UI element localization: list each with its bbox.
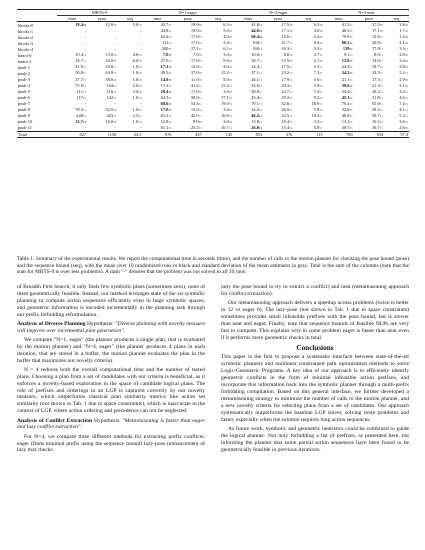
table-cell: 3.4±0	[399, 58, 408, 64]
table-cell: 7.2±1	[313, 70, 323, 76]
table-cell: 71.3±1	[160, 82, 172, 88]
row-label: push-4	[18, 83, 30, 89]
table-cell: 17.5±0	[281, 22, 293, 28]
table-cell: 17.5±1	[281, 64, 293, 70]
table-cell: 16.7±1	[371, 124, 383, 130]
table-cell: -	[84, 28, 87, 34]
table-cell: 115	[293, 131, 323, 137]
table-cell: 7.4±1	[399, 100, 408, 106]
table-cell: 9.2±1	[313, 94, 323, 100]
column-header: seq	[293, 16, 323, 22]
table-cell: 49.8±1	[341, 112, 353, 118]
row-label: push-10	[18, 119, 33, 125]
table-cell: 18.7±1	[371, 64, 383, 70]
table-cell: 32.5±1	[281, 112, 293, 118]
table-cell: 142±1	[106, 94, 117, 100]
table-cell: 23.2±1	[281, 70, 293, 76]
table-cell: 24.9±1	[341, 64, 353, 70]
table-cell: 13.5±0	[281, 58, 293, 64]
table-cell: 21.7±1	[281, 40, 293, 46]
table-cell: 13.2±1	[341, 118, 353, 124]
table-cell: 17.0±1	[160, 106, 172, 112]
table-cell: -	[139, 28, 142, 34]
table-cell: 200±1	[161, 46, 172, 52]
paragraph: For N=4, we compare three different methods for extracting prefix conflicts: eager (finds minimal prefix using the sequence bound) lazy-pose (enhancement of lazy that checks	[17, 433, 205, 454]
table-cell: 14.0±0	[190, 64, 202, 70]
table-cell: 2.1±0	[399, 40, 408, 46]
table-cell: 45.0±1	[190, 112, 202, 118]
table-cell: 57.4	[384, 131, 409, 137]
row-label: push-6	[18, 95, 30, 101]
table-cell: 116±1	[106, 88, 117, 94]
table-cell: 18.0±1	[311, 100, 323, 106]
table-cell: 853	[233, 131, 263, 137]
table-cell: -	[84, 125, 87, 131]
table-cell: 4.0±0	[223, 34, 232, 40]
table-cell: 4.0±0	[223, 64, 232, 70]
row-label: push-8	[18, 107, 30, 113]
table-cell: 111±1	[76, 88, 87, 94]
table-cell: 8.0±0	[283, 52, 293, 58]
table-cell: 17.1±1	[160, 64, 172, 70]
column-header: seq	[203, 16, 233, 22]
table-cell: 6.1±0	[223, 46, 232, 52]
table-cell: 14.0±1	[160, 76, 172, 82]
table-cell: 1.4±0	[399, 34, 408, 40]
table-cell: 26.8±1	[251, 124, 263, 130]
table-cell: 21.1±1	[341, 76, 353, 82]
table-cell: 32.8±1	[341, 106, 353, 112]
table-cell: 5.8±1	[313, 124, 323, 130]
table-cell: 45.1±1	[341, 94, 353, 100]
table-cell: 139±1	[342, 46, 353, 52]
row-label: blocks-3	[18, 40, 34, 46]
table-cell: 8.0±0	[223, 58, 232, 64]
row-label: push-5	[18, 89, 30, 95]
table-cell: 783	[324, 131, 354, 137]
table-cell: 44.8±1	[160, 28, 172, 34]
table-cell: 12.8±1	[160, 118, 172, 124]
table-cell: 3.3±1	[399, 46, 408, 52]
table-cell: 55.0±1	[371, 100, 383, 106]
table-cell: 55.8±1	[105, 64, 117, 70]
table-cell: -	[139, 46, 142, 52]
paragraph: only the pose bound to try to extract a conflict) and neat (metareasoning approach for conflict extraction).	[221, 284, 409, 297]
row-label: push-3	[18, 77, 30, 83]
table-cell: 3.0±0	[132, 88, 142, 94]
table-cell: 7.4±1	[313, 88, 323, 94]
table-cell: 11.0±0	[191, 76, 202, 82]
paragraph: As future work, symbolic and geometric heuristics could be combined to guide the logical planner: Not only forbidding a list of prefixes, as presented here, but informing the planner that some partial action sequences have been found to be geometrically feasible in previous iterations.	[221, 425, 409, 453]
table-cell: 1.0±0	[132, 70, 142, 76]
table-cell: 45.4±1	[251, 94, 263, 100]
table-cell: 5.3±1	[313, 64, 323, 70]
table-cell: 1.0±0	[132, 76, 142, 82]
row-label: blocks-1	[18, 28, 34, 34]
table-cell: 1158	[87, 131, 117, 137]
column-header: seq	[384, 16, 409, 22]
row-label: push-1	[18, 64, 30, 70]
table-cell: 976	[142, 131, 172, 137]
table-cell: 64.5±1	[160, 94, 172, 100]
table-cell: 4.1±1	[399, 106, 408, 112]
table-cell: 24.4±1	[341, 88, 353, 94]
table-cell: 41.8±1	[251, 22, 263, 28]
column-header: seq	[117, 16, 142, 22]
table-cell: 8.0±1	[374, 52, 383, 58]
table-cell: 1.0±0	[132, 118, 142, 124]
table-cell: 17.8±1	[371, 46, 383, 52]
table-cell: 2.0±0	[132, 82, 142, 88]
table-cell: 5.3±1	[399, 112, 408, 118]
table-cell: 92.0±0	[105, 106, 117, 112]
table-cell: 43.7±1	[160, 22, 172, 28]
table-cell: 9.0±0	[193, 118, 202, 124]
table-cell: -	[114, 46, 117, 52]
table-cell: 5.2±1	[399, 70, 408, 76]
table-cell: 13.8±1	[341, 58, 353, 64]
table-cell: 17.0±0	[190, 58, 202, 64]
table-cell: 5.0±0	[132, 22, 142, 28]
table-cell: 16.0±1	[221, 112, 232, 118]
table-cell: 46.2±1	[251, 112, 263, 118]
paragraph: of Breadth First Search, it only finds few symbolic plans (sometimes zero), none of them geometrically feasible. Instead, our method leverages state of the art symbolic planning to compute action sequences efficiently even in huge symbolic spaces, and geometric information is encoded incrementally in the planning task through our prefix forbidding reformulation.	[17, 284, 205, 318]
table-cell: 104±1	[106, 82, 117, 88]
table-cell: 160±1	[252, 46, 263, 52]
table-cell: 5.0±0	[223, 28, 232, 34]
table-cell: 104±1	[252, 40, 263, 46]
column-header: time	[142, 16, 172, 22]
paragraph: This paper is the first to propose a systematic interface between state-of-the-art symbolic planners and nonlinear constrained path optimization methods to solve Logic-Geometric Programs. A key idea of our approach is to efficiently identify geometric conflicts in the form of minimal infeasible action prefixes, and incorporate this information back into the symbolic planner through a multi-prefix forbidding compilation. Based on this general interface, we further developed a metareasoning strategy to minimize the number of calls to the motion planner, and a new novelty criteria for selecting plans from a set of candidates. Our approach systematically outperforms the baseline LGP solver, solving more problems and faster, especially when the solution requires long action sequences.	[221, 354, 409, 423]
paragraph: We compare "N=1, eager" (the planner produces a single plan, that is evaluated by the motion planner) and "N=4, eager" (the planner produces 4 plans in each iteration, that are stored in a buffer, the motion planner evaluates the plan in the buffer that maximizes our novelty criteria).	[17, 336, 205, 364]
table-cell: 3.1±0	[399, 82, 408, 88]
table-cell: -	[84, 46, 87, 52]
table-cell: 37.1±1	[251, 70, 263, 76]
section-heading: Conclusions	[296, 343, 334, 352]
table-cell: -	[114, 101, 117, 107]
table-cell: 26.1±1	[251, 76, 263, 82]
table-cell: 15.2±1	[221, 70, 232, 76]
table-cell: 3.0±0	[223, 52, 232, 58]
table-cell: 17.0±0	[190, 40, 202, 46]
table-cell: 2.9±0	[399, 76, 408, 82]
table-cell: 31.8±1	[371, 94, 383, 100]
table-cell: -	[139, 40, 142, 46]
table-cell: -	[84, 40, 87, 46]
paragraph: Analysis of Diverse Planning Hypothesis: "Diverse planning with novelty measure will improve over incremental plan generation".	[17, 320, 205, 334]
table-cell: 34.7±1	[75, 58, 87, 64]
table-cell: 13.8±1	[251, 118, 263, 124]
table-cell: 19.4±0	[75, 22, 87, 28]
table-cell: 25.5±1	[190, 124, 202, 130]
table-cell: 3.7±1	[313, 52, 323, 58]
table-cell: 27.7±1	[75, 76, 87, 82]
table-cell: 23.7±1	[281, 88, 293, 94]
row-label: push-2	[18, 70, 30, 76]
paragraph: Analysis of Conflict Extraction Hypothesis: "Metareasoning is faster than eager and lazy conflict extraction".	[17, 417, 205, 431]
table-cell: 5.1±0	[313, 58, 323, 64]
column-header: pose	[173, 16, 203, 22]
table-cell: 6.0±0	[132, 58, 142, 64]
table-cell: 18.2±1	[371, 88, 383, 94]
table-cell: 19.0±1	[221, 100, 232, 106]
table-caption: Table 1: Summary of the experimental results. We report the computational time in seconds (time), and the number of calls to the motion planner for checking the pose bound (pose) and the sequence bound (seq), with the mean over 10 randomized runs in black and standard deviation of the mean estimator in gray. Total is the sum of the columns (note that the sum for MBTS-0 is over less problems). A dash "-" denotes that the problem was not solved in all 10 runs.	[17, 256, 409, 276]
table-cell: 13.0±0	[105, 52, 117, 58]
table-cell: 2.5±1	[132, 112, 142, 118]
table-cell: 17.0±0	[190, 88, 202, 94]
table-cell: 15.2±1	[221, 82, 232, 88]
table-cell: 62.6±1	[160, 34, 172, 40]
table-cell: 1.0±0	[132, 64, 142, 70]
row-label: blocks-2	[18, 34, 34, 40]
table-cell: 10.4±1	[75, 52, 87, 58]
table-cell: 10.7±1	[221, 124, 232, 130]
table-cell: 12.0±0	[105, 22, 117, 28]
table-cell: 12.6±1	[281, 34, 293, 40]
table-cell: 39.7±1	[371, 112, 383, 118]
table-cell: 423±1	[106, 112, 117, 118]
table-cell: 34.3±1	[341, 70, 353, 76]
table-cell: 7.0±1	[162, 52, 172, 58]
table-cell: 17.5±1	[371, 76, 383, 82]
table-cell: 7.8±1	[313, 106, 323, 112]
row-label: hanoi-1	[18, 58, 32, 64]
row-label: push-9	[18, 113, 30, 119]
group-header: N=1 eager	[142, 10, 233, 16]
table-cell: 50.0±1	[75, 70, 87, 76]
table-cell: 20.8±1	[371, 40, 383, 46]
table-cell: 5.9±1	[313, 82, 323, 88]
table-cell: 18.7±1	[251, 58, 263, 64]
table-cell: 28.2±1	[371, 106, 383, 112]
table-cell: 79.1±1	[251, 100, 263, 106]
table-cell: 3.0±0	[223, 88, 232, 94]
table-cell: 32.6±1	[251, 82, 263, 88]
table-cell: 2.4±0	[313, 34, 323, 40]
table-cell: 5.6±1	[313, 76, 323, 82]
table-cell: 1.0±0	[132, 94, 142, 100]
table-cell: 44.0±0	[251, 28, 263, 34]
table-cell: 53.3±1	[190, 100, 202, 106]
table-cell: 17.0±0	[190, 34, 202, 40]
table-cell: -	[139, 34, 142, 40]
table-cell: -	[84, 101, 87, 107]
table-cell: 17.1±0	[281, 28, 293, 34]
table-cell: 38.0±0	[105, 76, 117, 82]
table-cell: 3.3±1	[313, 46, 323, 52]
table-cell: 27.1±1	[190, 46, 202, 52]
table-cell: 61.1±1	[160, 124, 172, 130]
table-cell: 60.4±0	[251, 34, 263, 40]
group-header: N=4 neat	[324, 10, 409, 16]
table-cell: 46.5±1	[341, 28, 353, 34]
table-cell: 2.8±0	[399, 22, 408, 28]
table-cell: 3.0±0	[223, 118, 232, 124]
table-cell: -	[114, 40, 117, 46]
row-label: blocks-4	[18, 46, 34, 52]
table-cell: 1.0±0	[132, 106, 142, 112]
table-cell: 4.6±1	[399, 94, 408, 100]
table-cell: 80.2±1	[341, 40, 353, 46]
table-cell: 41.2±1	[190, 82, 202, 88]
table-cell: 12.7±1	[75, 118, 87, 124]
table-cell: 12.6±1	[371, 34, 383, 40]
table-cell: 3.8±0	[399, 64, 408, 70]
table-cell: 30.6±1	[341, 82, 353, 88]
table-cell: 17.9±1	[281, 76, 293, 82]
table-cell: 70.4±1	[341, 100, 353, 106]
table-cell: 13.0±0	[190, 106, 202, 112]
table-cell: 26.0±1	[281, 106, 293, 112]
group-header: N=4 eager	[233, 10, 324, 16]
table-cell: 15.4±1	[281, 124, 293, 130]
table-cell: -	[114, 34, 117, 40]
table-cell: 30.8±1	[251, 88, 263, 94]
table-cell: 5.0±0	[223, 76, 232, 82]
table-cell: -	[84, 34, 87, 40]
table-cell: 394	[354, 131, 384, 137]
table-cell: 9.1±1	[343, 52, 353, 58]
column-header: pose	[263, 16, 293, 22]
table-cell: 24.4±1	[251, 64, 263, 70]
paragraph: Our metareasoning approach delivers a speedup across problems (twice is better in 12 vs eager 6). The lazy-pose (not shown in Tab. 1 due to space constraints) sometimes provides small infeasible prefixes with the pose bound, but is slower than neat and eager. Finally, note that sequence bounds of feasible NLPs are very fast to compute. This explains why in some problem eager is faster than neat even if it performs more geometric checks in total.	[221, 300, 409, 341]
table-cell: 145	[203, 131, 233, 137]
table-cell: 437	[173, 131, 203, 137]
table-cell: 2.6±0	[399, 124, 408, 130]
table-cell: 52.6±1	[281, 100, 293, 106]
table-cell: -	[114, 125, 117, 131]
total-row	[17, 131, 409, 137]
table-cell: 17.1±1	[221, 94, 232, 100]
table-cell: 111±1	[162, 40, 172, 46]
table-cell: 10.4±1	[311, 112, 323, 118]
table-cell: 29.2±1	[281, 94, 293, 100]
table-cell: 19.3±1	[281, 46, 293, 52]
table-cell: 16.0±0	[105, 118, 117, 124]
table-cell: 50.0±1	[190, 94, 202, 100]
row-label: push-7	[18, 101, 30, 107]
table-cell: 24.3±1	[371, 70, 383, 76]
table-cell: 41.9±1	[75, 64, 87, 70]
group-header: MBTS-0	[57, 10, 142, 16]
table-cell: 17.1±0	[371, 28, 383, 34]
table-cell: 17.5±0	[371, 22, 383, 28]
left-column	[17, 284, 205, 457]
table-cell: -	[139, 125, 142, 131]
row-label: hanoi-0	[18, 52, 32, 58]
table-cell: 49.5±1	[160, 70, 172, 76]
table-cell: 19.9±0	[190, 22, 202, 28]
table-cell: 3.3±1	[313, 118, 323, 124]
table-cell: 68.6±1	[160, 100, 172, 106]
table-cell: -	[114, 28, 117, 34]
table-cell: 30.5±1	[341, 124, 353, 130]
table-cell: 78.3±1	[75, 106, 87, 112]
column-header: pose	[87, 16, 117, 22]
column-header: time	[324, 16, 354, 22]
table-cell: 6.5±0	[223, 22, 232, 28]
table-cell: 3.2±1	[399, 88, 408, 94]
row-label: Total	[17, 131, 57, 137]
table-cell: 248±1	[76, 112, 87, 118]
table-cell: 64.0±1	[105, 70, 117, 76]
table-cell: -	[139, 101, 142, 107]
table-cell: 3.6±1	[399, 118, 408, 124]
table-cell: 32.4±1	[251, 106, 263, 112]
table-cell: 20.3±1	[281, 82, 293, 88]
table-cell: 7.0±0	[193, 52, 202, 58]
table-cell: 20.4±1	[160, 88, 172, 94]
table-cell: 10.0±1	[251, 52, 263, 58]
table-cell: 41.5±1	[341, 22, 353, 28]
column-header: time	[57, 16, 87, 22]
table-cell: 9.4±0	[313, 40, 323, 46]
table-cell: 14.0±1	[371, 58, 383, 64]
table-cell: 70.9±1	[341, 34, 353, 40]
table-cell: 1.7±0	[399, 28, 408, 34]
table-cell: 117±1	[76, 94, 87, 100]
results-table	[17, 9, 409, 138]
table-cell: 3.4±1	[223, 40, 232, 46]
table-cell: 3.0±0	[223, 106, 232, 112]
table-cell: 376	[263, 131, 293, 137]
column-header: time	[233, 16, 263, 22]
table-cell: 10.4±1	[281, 118, 293, 124]
table-cell: 10.5±1	[371, 118, 383, 124]
table-cell: 27.0±1	[160, 58, 172, 64]
column-header: pose	[354, 16, 384, 22]
table-cell: 75.9±1	[75, 82, 87, 88]
table-cell: 19.0±0	[190, 28, 202, 34]
table-cell: 4.0±0	[313, 28, 323, 34]
table-cell: 34.0±0	[105, 58, 117, 64]
table-cell: 827	[57, 131, 87, 137]
right-column	[221, 284, 409, 456]
table-cell: 63.3±1	[160, 112, 172, 118]
table-cell: 4.0±0	[132, 52, 142, 58]
table-cell: 37.0±0	[190, 70, 202, 76]
row-label: blocks-0	[18, 22, 34, 28]
table-cell: 21.3±1	[371, 82, 383, 88]
paragraph: N = 4 reduces both the overall computational time and the number of tested plans. Choosing a plan from a set of candidates with our criteria is beneficial, as it enforces a novelty-based exploration in the space of candidate logical plans. The role of prefixes and orderings in an LGP is captured correctly by our novelty measure, which outperforms classical plan similarity metrics like action set similarity (not shown in Tab. 1 due to space constraints), which is inaccurate in the context of LGP, where action ordering and precedence can not be neglected.	[17, 366, 205, 415]
table-cell: 2.9±0	[399, 52, 408, 58]
table-cell: 6.5±0	[313, 22, 323, 28]
row-label: push-11	[18, 125, 32, 131]
table-cell: 24.5	[117, 131, 142, 137]
